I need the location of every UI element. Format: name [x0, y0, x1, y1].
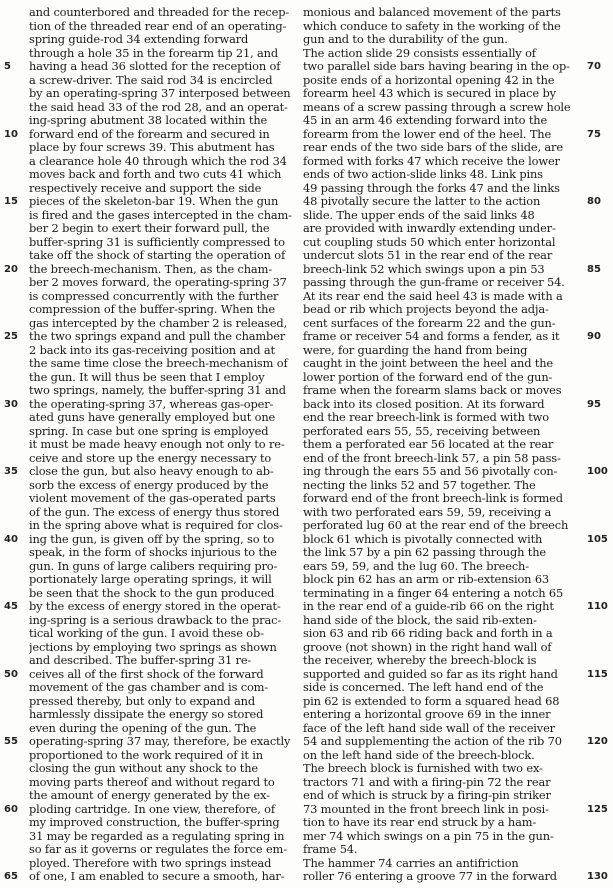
- text-line: 48 pivotally secure the latter to the action: [303, 195, 541, 208]
- text-line: portionately large operating springs, it will: [29, 573, 272, 586]
- text-line: ing-spring abutment 38 located within the: [29, 114, 268, 127]
- text-line: The breech block is furnished with two ex-: [303, 762, 543, 775]
- text-line: of the gun. The excess of energy thus stored: [29, 505, 280, 519]
- text-line: 73 mounted in the front breech link in posi-: [303, 802, 549, 816]
- text-line: perforated ears 55, 55, receiving between: [303, 424, 541, 438]
- right-text-column: [303, 6, 573, 884]
- text-line: gun. In guns of large calibers requiring pro-: [29, 559, 278, 573]
- text-line: a screw-driver. The said rod 34 is encircled: [29, 73, 273, 87]
- line-number: 125: [587, 803, 608, 815]
- text-line: my improved construction, the buffer-spring: [29, 816, 280, 829]
- text-line: side is concerned. The left hand end of the: [303, 681, 544, 694]
- text-line: ceives all of the first shock of the forward: [29, 667, 264, 681]
- line-number: 105: [587, 533, 608, 545]
- text-line: sorb the excess of energy produced by the: [29, 478, 269, 492]
- text-line: the receiver, whereby the breech-block is: [303, 654, 537, 667]
- line-number: 75: [587, 128, 601, 140]
- text-line: block pin 62 has an arm or rib-extension 63: [303, 573, 550, 586]
- text-line: the said head 33 of the rod 28, and an operat-: [29, 100, 288, 114]
- text-line: the link 57 by a pin 62 passing through the: [303, 546, 546, 559]
- text-line: gun and to the durability of the gun.: [303, 33, 508, 46]
- text-line: forearm from the lower end of the heel. The: [303, 127, 552, 141]
- line-number: 30: [4, 398, 18, 410]
- text-line: closing the gun without any shock to the: [29, 762, 259, 775]
- line-number: 25: [4, 331, 18, 342]
- text-line: end of which is struck by a firing-pin striker: [303, 789, 551, 802]
- text-line: ing through the ears 55 and 56 pivotally con-: [303, 465, 558, 478]
- text-line: necting the links 52 and 57 together. The: [303, 478, 536, 492]
- text-line: the same time close the breech-mechanism of: [29, 357, 288, 370]
- text-line: movement of the gas chamber and is com-: [29, 681, 269, 694]
- line-number: 130: [587, 871, 608, 882]
- text-line: monious and balanced movement of the parts: [303, 6, 561, 19]
- line-number: 5: [4, 61, 11, 72]
- text-line: operating-spring 37 may, therefore, be exactly: [29, 735, 291, 748]
- line-number: 60: [4, 803, 18, 815]
- text-line: caught in the joint between the heel and the: [303, 357, 554, 370]
- text-line: gas intercepted by the chamber 2 is released,: [29, 316, 288, 330]
- left-text-column: [29, 6, 299, 884]
- line-number: 85: [587, 263, 601, 275]
- text-line: 45 in an arm 46 extending forward into the: [303, 114, 548, 127]
- line-number: 100: [587, 466, 608, 477]
- text-line: lower portion of the forward end of the gun-: [303, 370, 553, 384]
- text-line: ends of two action-slide links 48. Link pins: [303, 168, 543, 181]
- text-line: ber 2 moves forward, the operating-spring 37: [29, 276, 287, 289]
- line-number: 70: [587, 61, 601, 72]
- text-line: pieces of the skeleton-bar 19. When the gun: [29, 195, 279, 208]
- text-line: spring. In case but one spring is employed: [29, 424, 269, 438]
- text-line: moving parts thereof and without regard to: [29, 775, 275, 789]
- text-line: respectively receive and support the side: [29, 181, 262, 195]
- text-line: jections by employing two springs as shown: [29, 640, 277, 654]
- text-line: buffer-spring 31 is sufficiently compressed to: [29, 235, 285, 249]
- text-line: speak, in the form of shocks injurious to the: [29, 546, 277, 559]
- text-line: 54 and supplementing the action of the rib 70: [303, 735, 562, 748]
- line-number: 10: [4, 128, 18, 140]
- text-line: block 61 which is pivotally connected with: [303, 532, 543, 546]
- text-line: sion 63 and rib 66 riding back and forth in a: [303, 627, 553, 640]
- text-line: pin 62 is extended to form a squared head 68: [303, 694, 560, 708]
- line-number: 115: [587, 668, 608, 680]
- text-line: posite ends of a horizontal opening 42 in the: [303, 73, 555, 87]
- text-line: ployed. Therefore with two springs instead: [29, 856, 272, 870]
- text-line: on the left hand side of the breech-block.: [303, 748, 535, 762]
- text-line: two springs, namely, the buffer-spring 31 and: [29, 384, 286, 397]
- text-line: even during the opening of the gun. The: [29, 721, 257, 735]
- text-line: ber 2 begin to exert their forward pull, the: [29, 222, 270, 235]
- text-line: back into its closed position. At its forward: [303, 397, 545, 411]
- text-line: so far as it governs or regulates the force em-: [29, 843, 287, 856]
- text-line: ing-spring is a serious drawback to the prac-: [29, 613, 282, 627]
- text-line: ing the gun, is given off by the spring, so to: [29, 532, 275, 546]
- text-line: be seen that the shock to the gun produced: [29, 586, 275, 600]
- text-line: ceive and store up the energy necessary to: [29, 451, 272, 465]
- text-line: place by four screws 39. This abutment has: [29, 141, 275, 154]
- text-line: moves back and forth and two cuts 41 which: [29, 168, 282, 181]
- text-line: 49 passing through the forks 47 and the links: [303, 181, 560, 195]
- line-number: 55: [4, 736, 18, 747]
- text-line: by the excess of energy stored in the operat-: [29, 600, 281, 613]
- text-line: 31 may be regarded as a regulating spring in: [29, 829, 285, 843]
- text-line: forearm heel 43 which is secured in place by: [303, 87, 556, 100]
- text-line: frame when the forearm slams back or moves: [303, 384, 562, 397]
- text-line: in the spring above what is required for clos-: [29, 519, 283, 532]
- text-line: terminating in a finger 64 entering a notch 65: [303, 586, 564, 600]
- text-line: it must be made heavy enough not only to re-: [29, 438, 285, 451]
- text-line: entering a horizontal groove 69 in the inner: [303, 708, 551, 721]
- text-line: slide. The upper ends of the said links 48: [303, 208, 535, 222]
- text-line: tical working of the gun. I avoid these ob-: [29, 627, 264, 640]
- line-number: 20: [4, 263, 18, 275]
- text-line: a clearance hole 40 through which the rod 34: [29, 154, 287, 168]
- line-number: 50: [4, 668, 18, 680]
- text-line: with two perforated ears 59, 59, receiving a: [303, 505, 552, 519]
- line-number: 15: [4, 196, 18, 207]
- text-line: in the rear end of a guide-rib 66 on the right: [303, 600, 554, 613]
- text-line: At its rear end the said heel 43 is made with a: [303, 289, 563, 303]
- text-line: pressed thereby, but only to expand and: [29, 694, 255, 708]
- text-line: bead or rib which projects beyond the adja-: [303, 303, 549, 316]
- text-line: the breech-mechanism. Then, as the cham-: [29, 262, 272, 276]
- text-line: are provided with inwardly extending under-: [303, 222, 556, 235]
- text-line: two parallel side bars having bearing in the op-: [303, 60, 570, 73]
- text-line: which conduce to safety in the working of the: [303, 19, 561, 33]
- text-line: through a hole 35 in the forearm tip 21, and: [29, 46, 279, 60]
- text-line: the gun. It will thus be seen that I employ: [29, 370, 265, 384]
- text-line: groove (not shown) in the right hand wall of: [303, 640, 552, 654]
- text-line: is fired and the gases intercepted in the cham-: [29, 208, 292, 222]
- line-number: 65: [4, 871, 18, 882]
- text-line: of one, I am enabled to secure a smooth, har-: [29, 870, 285, 883]
- line-number: 35: [4, 466, 18, 477]
- text-line: supported and guided so far as its right hand: [303, 667, 558, 681]
- text-line: The action slide 29 consists essentially of: [303, 46, 536, 60]
- text-line: frame or receiver 54 and forms a fender, as it: [303, 330, 560, 343]
- text-line: end the rear breech-link is formed with two: [303, 411, 549, 424]
- text-line: forward end of the forearm and secured in: [29, 127, 270, 141]
- text-line: face of the left hand side wall of the receiver: [303, 721, 555, 735]
- text-line: roller 76 entering a groove 77 in the forward: [303, 870, 557, 883]
- text-line: tion to have its rear end struck by a ham-: [303, 816, 537, 829]
- text-line: and counterbored and threaded for the recep-: [29, 6, 290, 19]
- text-line: the operating-spring 37, whereas gas-oper-: [29, 397, 274, 411]
- text-line: means of a screw passing through a screw hole: [303, 100, 571, 114]
- text-line: cent surfaces of the forearm 22 and the gun-: [303, 316, 556, 330]
- text-line: perforated lug 60 at the rear end of the breech: [303, 519, 569, 532]
- text-line: by an operating-spring 37 interposed between: [29, 87, 291, 100]
- text-line: hand side of the block, the said rib-exten-: [303, 613, 537, 627]
- text-line: proportioned to the work required of it in: [29, 748, 263, 762]
- text-line: spring guide-rod 34 extending forward: [29, 33, 249, 46]
- text-line: end of the front breech-link 57, a pin 58 pass-: [303, 451, 561, 465]
- line-number: 110: [587, 601, 608, 612]
- text-line: the amount of energy generated by the ex-: [29, 789, 270, 802]
- line-number: 40: [4, 533, 18, 545]
- line-number: 80: [587, 196, 601, 207]
- text-line: cut coupling studs 50 which enter horizontal: [303, 235, 556, 249]
- text-line: having a head 36 slotted for the reception of: [29, 60, 281, 73]
- text-line: undercut slots 51 in the rear end of the rear: [303, 249, 553, 262]
- text-line: formed with forks 47 which receive the lower: [303, 154, 560, 168]
- line-number: 120: [587, 736, 608, 747]
- text-line: compression of the buffer-spring. When the: [29, 303, 275, 316]
- text-line: passing through the gun-frame or receiver 54.: [303, 276, 565, 289]
- text-line: ated guns have generally employed but one: [29, 411, 276, 424]
- text-line: ears 59, 59, and the lug 60. The breech-: [303, 559, 529, 573]
- text-line: the two springs expand and pull the chamber: [29, 330, 286, 343]
- text-line: and described. The buffer-spring 31 re-: [29, 654, 252, 667]
- text-line: tion of the threaded rear end of an operating-: [29, 19, 287, 33]
- text-line: were, for guarding the hand from being: [303, 343, 528, 357]
- text-line: forward end of the front breech-link is formed: [303, 492, 563, 505]
- text-line: is compressed concurrently with the further: [29, 289, 279, 303]
- text-line: rear ends of the two side bars of the slide, are: [303, 141, 563, 154]
- line-number: 95: [587, 398, 601, 410]
- line-number: 90: [587, 331, 601, 342]
- text-line: violent movement of the gas-operated parts: [29, 492, 276, 505]
- text-line: breech-link 52 which swings upon a pin 53: [303, 262, 545, 276]
- text-line: take off the shock of starting the operation of: [29, 249, 286, 262]
- text-line: harmlessly dissipate the energy so stored: [29, 708, 264, 721]
- text-line: ploding cartridge. In one view, therefore, of: [29, 802, 275, 816]
- text-line: them a perforated ear 56 located at the rear: [303, 438, 554, 451]
- text-line: close the gun, but also heavy enough to ab-: [29, 465, 274, 478]
- text-line: tractors 71 and with a firing-pin 72 the rear: [303, 775, 551, 789]
- text-line: frame 54.: [303, 843, 358, 856]
- text-line: mer 74 which swings on a pin 75 in the gun-: [303, 829, 554, 843]
- text-line: The hammer 74 carries an antifriction: [303, 856, 519, 870]
- text-line: 2 back into its gas-receiving position and at: [29, 343, 275, 357]
- line-number: 45: [4, 601, 18, 612]
